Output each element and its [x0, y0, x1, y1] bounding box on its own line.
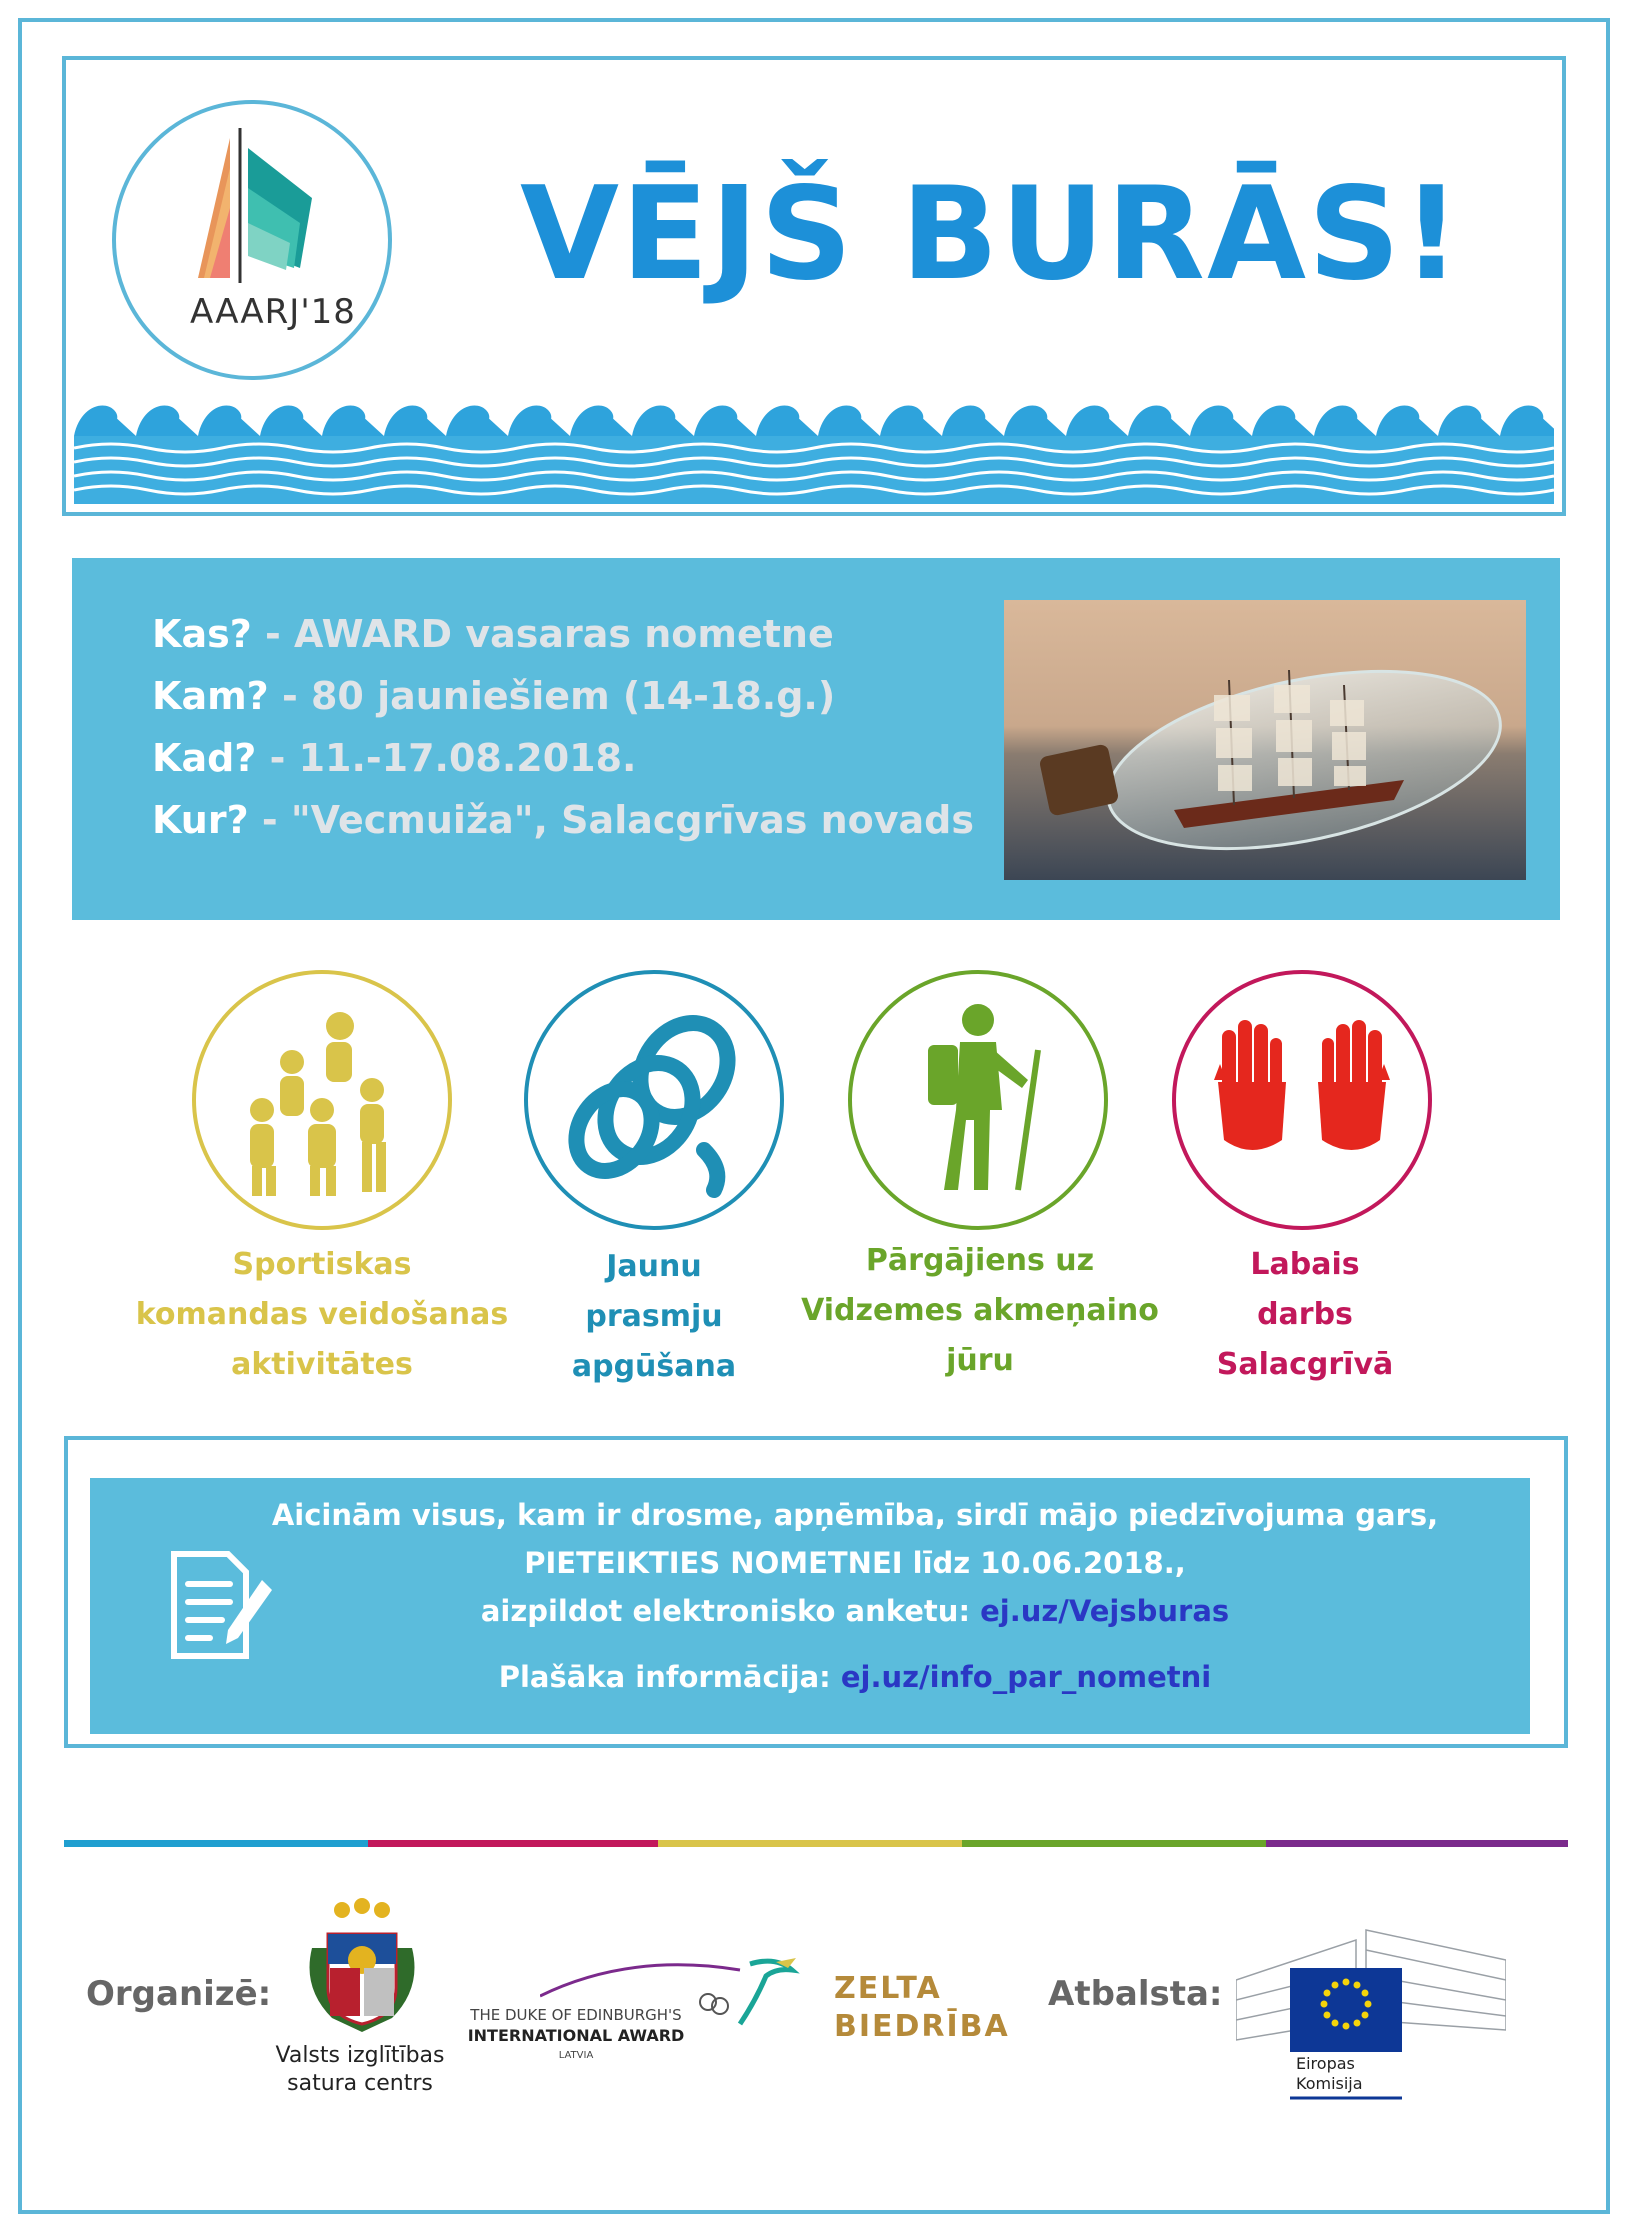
rope-knot-icon	[554, 1000, 754, 1200]
zelta-biedriba-logo: ZELTA BIEDRĪBA	[834, 1971, 1010, 2044]
organize-label: Organizē:	[86, 1974, 272, 2014]
info-link[interactable]: ej.uz/info_par_nometni	[840, 1660, 1212, 1694]
latvia-coat-of-arms-icon	[302, 1898, 422, 2038]
european-commission-name: Eiropas Komisija	[1296, 2054, 1363, 2093]
activity-caption-hike: Pārgājiens uz Vidzemes akmeņaino jūru	[801, 1243, 1159, 1378]
cta-invitation: Aicinām visus, kam ir drosme, apņēmība, sirdī mājo piedzīvojuma gars,	[271, 1498, 1439, 1532]
doe-line1: THE DUKE OF EDINBURGH'S	[470, 2006, 682, 2024]
activity-caption-skills: Jaunu prasmju apgūšana	[571, 1249, 737, 1384]
logo-text: AAARJ'18	[190, 292, 356, 332]
waves-decoration	[74, 396, 1554, 504]
rule-segment-yellow	[658, 1840, 962, 1847]
doe-line2: INTERNATIONAL AWARD	[467, 2026, 685, 2045]
ship-in-bottle-photo	[1004, 600, 1526, 880]
info-line-when: Kad? - 11.-17.08.2018.	[152, 736, 637, 780]
rule-segment-red	[368, 1840, 658, 1847]
cta-deadline: PIETEIKTIES NOMETNEI līdz 10.06.2018.,	[524, 1546, 1186, 1580]
cta-info-line: Plašāka informācija: ej.uz/info_par_nometni	[498, 1660, 1212, 1694]
page-title: VĒJŠ BURĀS!	[520, 160, 1463, 309]
info-line-what: Kas? - AWARD vasaras nometne	[152, 612, 834, 656]
duke-of-edinburgh-award-logo-icon	[540, 1956, 800, 2036]
info-line-where: Kur? - "Vecmuiža", Salacgrīvas novads	[152, 798, 975, 842]
support-label: Atbalsta:	[1048, 1974, 1223, 2014]
activity-caption-good-deed: Labais darbs Salacgrīvā	[1216, 1247, 1394, 1382]
activity-caption-sports: Sportiskas komandas veidošanas aktivitātes	[135, 1247, 509, 1382]
teamwork-icon	[222, 1000, 422, 1200]
red-hands-icon	[1202, 1020, 1402, 1180]
visc-name: Valsts izglītības satura centrs	[275, 2043, 445, 2096]
rule-segment-green	[962, 1840, 1266, 1847]
info-line-who: Kam? - 80 jauniešiem (14-18.g.)	[152, 674, 836, 718]
rule-segment-blue	[64, 1840, 368, 1847]
rule-segment-purple	[1266, 1840, 1568, 1847]
sail-logo-icon	[190, 128, 320, 288]
doe-line3: LATVIA	[558, 2050, 594, 2061]
hiker-icon	[878, 1000, 1078, 1200]
form-link[interactable]: ej.uz/Vejsburas	[980, 1594, 1230, 1628]
european-commission-building-icon	[1236, 1920, 1506, 2100]
cta-form-line: aizpildot elektronisko anketu: ej.uz/Vejsburas	[480, 1594, 1230, 1628]
